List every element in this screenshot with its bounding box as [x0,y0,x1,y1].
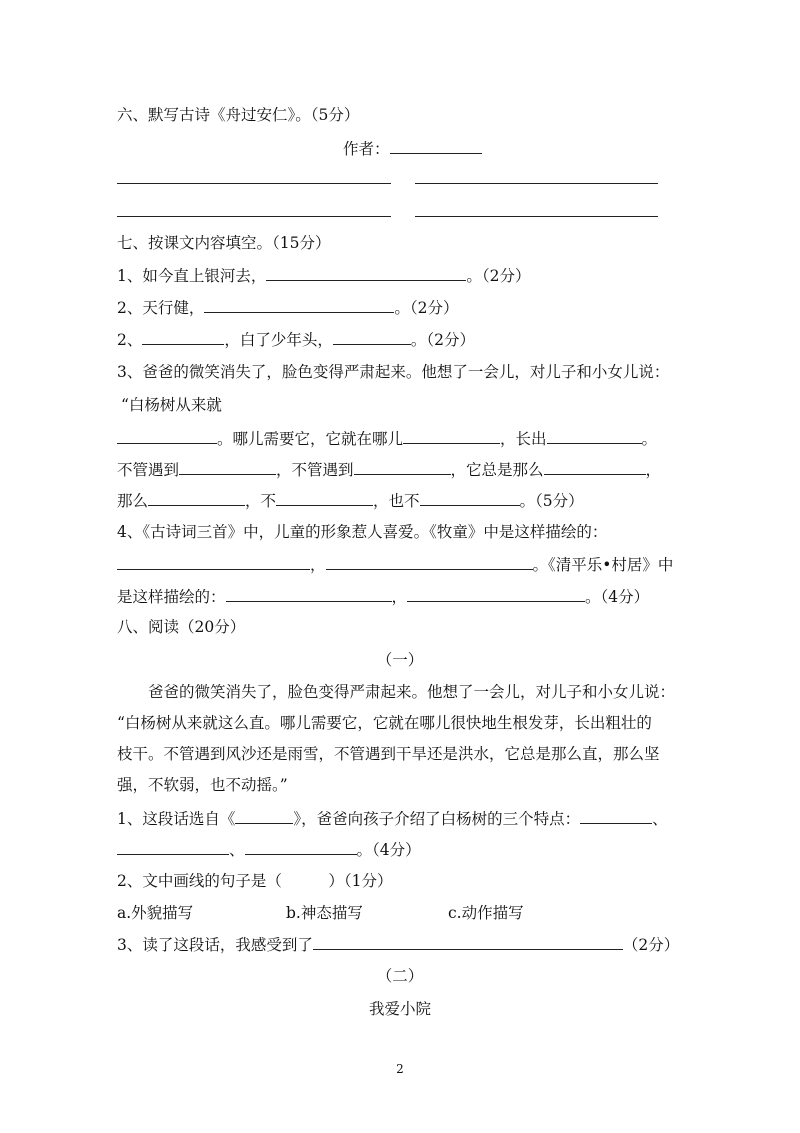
q4-blank-6[interactable] [544,459,646,475]
r3-blank[interactable] [313,934,623,950]
author-line [343,138,482,159]
section-8-title: 八、阅读（20分） [117,618,246,636]
r1-text-c: 、 [652,810,668,828]
q4-text-4d: ， [645,461,662,479]
part-1-label: （一） [376,651,424,669]
q4-blank-5[interactable] [354,459,451,475]
q4-text-5b: ，不 [245,492,277,510]
q3-blank-2[interactable] [333,329,411,345]
q4-blank-3[interactable] [547,428,642,444]
q4-text-4b: ，不管遇到 [276,461,354,479]
passage-line-2: “白杨树从来就这么直。哪儿需要它，它就在哪儿很快地生根发芽，长出粗壮的 [117,714,652,732]
q5-line-2 [117,554,673,575]
q4-blank-1[interactable] [117,428,217,444]
q5-line-3 [117,586,649,607]
q5-text-2b: 。《清平乐•村居》中 [532,556,674,574]
q4-text-3b: ，长出 [500,430,547,448]
q4-text-5d: 。（5分） [519,492,584,510]
q2-suffix: 。（2分） [394,299,459,317]
reading-question-3 [117,934,679,955]
poem-line-2-left[interactable] [117,216,391,217]
poem-line-1-left[interactable] [117,183,391,184]
q4-text-4a: 不管遇到 [117,461,180,479]
q4-text-5c: ，也不 [373,492,420,510]
q5-text-3b: ， [391,588,408,606]
q4-blank-2[interactable] [403,428,500,444]
q2-prefix: 2、天行健， [117,299,205,317]
part-2-label: （二） [376,967,424,985]
q3-suffix: 。（2分） [410,331,476,349]
page-number: 2 [396,1062,404,1076]
option-c[interactable]: c.动作描写 [448,904,524,922]
q4-text-3a: 。哪儿需要它，它就在哪儿 [217,430,404,448]
part-2-title: 我爱小院 [368,1000,431,1018]
option-a[interactable]: a.外貌描写 [117,904,194,922]
q2-blank[interactable] [204,297,394,313]
poem-line-1-right[interactable] [415,183,658,184]
author-blank[interactable] [390,138,482,154]
q4-blank-4[interactable] [179,459,276,475]
q4-line-2: “白杨树从来就 [121,396,222,414]
q5-text-3c: 。（4分） [585,588,650,606]
q4-line-4 [117,459,661,480]
q4-blank-7[interactable] [148,490,245,506]
q4-line-1: 3、爸爸的微笑消失了，脸色变得严肃起来。他想了一会儿，对儿子和小女儿说： [117,363,670,381]
q4-line-3 [117,428,657,449]
q1-prefix: 1、如今直上银河去， [117,267,267,285]
option-b[interactable]: b.神态描写 [286,904,363,922]
r1-blank-1[interactable] [580,808,652,824]
q1-blank[interactable] [266,265,466,281]
fill-question-3 [117,329,475,350]
q4-text-4c: ，它总是那么 [450,461,544,479]
q5-blank-4[interactable] [407,586,585,602]
passage-line-3: 枝干。不管遇到风沙还是雨雪，不管遇到干旱还是洪水，它总是那么直，那么坚 [117,745,660,763]
q5-blank-3[interactable] [226,586,392,602]
q5-blank-1[interactable] [117,554,310,570]
reading-question-2: 2、文中画线的句子是（ ）（1分） [117,872,393,890]
q4-text-3c: 。 [641,430,658,448]
r1-blank-source[interactable] [235,808,293,824]
q5-text-2a: ， [310,556,326,574]
author-label: 作者： [343,140,390,158]
q3-blank-1[interactable] [142,329,224,345]
q1-suffix: 。（2分） [466,267,531,285]
r1-blank-3[interactable] [245,839,357,855]
reading-question-1-cont [117,839,421,860]
q5-blank-2[interactable] [326,554,533,570]
r1-text-d: 、 [229,841,245,859]
passage-line-4: 强，不软弱，也不动摇。” [117,776,288,794]
r3-text-b: （2分） [622,936,680,954]
q5-text-3a: 是这样描绘的： [117,588,226,606]
q5-line-1: 4、《古诗词三首》中，儿童的形象惹人喜爱。《牧童》中是这样描绘的： [117,523,608,541]
q4-line-5 [117,490,584,511]
q4-blank-8[interactable] [276,490,373,506]
fill-question-2 [117,297,459,318]
q4-text-5a: 那么 [117,492,149,510]
q3-prefix: 2、 [117,331,143,349]
section-7-title: 七、按课文内容填空。（15分） [117,234,331,252]
r1-blank-2[interactable] [117,839,229,855]
q3-middle: ，白了少年头， [224,331,333,349]
section-6-title: 六、默写古诗《舟过安仁》。（5分） [117,106,360,124]
fill-question-1 [117,265,531,286]
r1-text-e: 。（4分） [356,841,421,859]
poem-line-2-right[interactable] [415,216,658,217]
passage-line-1: 爸爸的微笑消失了，脸色变得严肃起来。他想了一会儿，对儿子和小女儿说： [148,683,676,701]
reading-question-1 [117,808,668,829]
r1-text-b: 》，爸爸向孩子介绍了白杨树的三个特点： [293,810,581,828]
q4-blank-9[interactable] [420,490,520,506]
r3-text-a: 3、读了这段话，我感受到了 [117,936,313,954]
r1-text-a: 1、这段话选自《 [117,810,236,828]
